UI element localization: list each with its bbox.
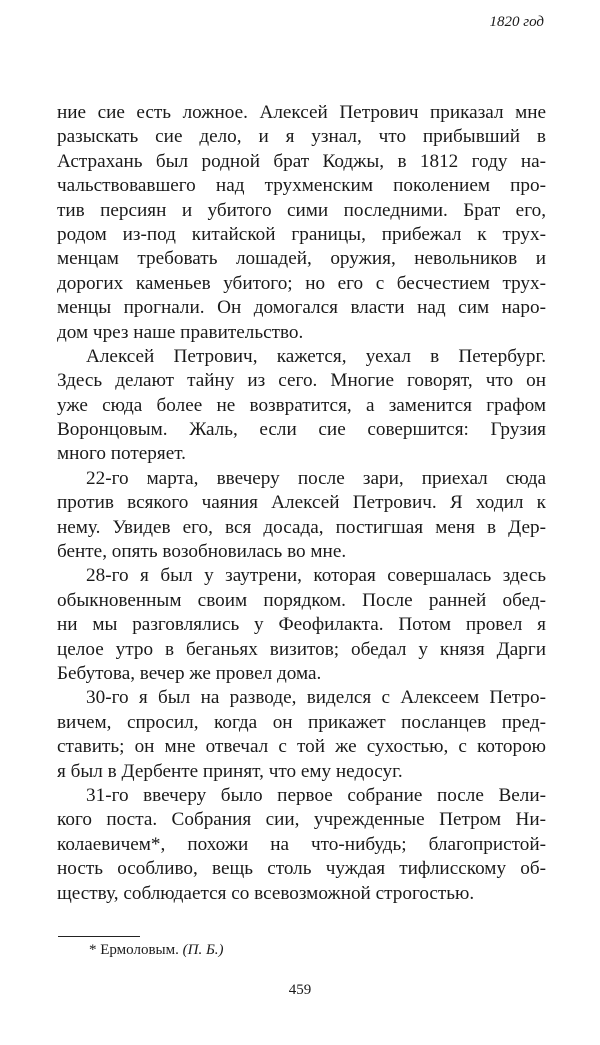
text-line: Бебутова, вечер же провел дома. [57, 662, 322, 684]
text-line: дом чрез наше правительство. [57, 321, 304, 343]
paragraph [57, 101, 546, 345]
paragraph [57, 467, 546, 565]
text-line: 28-го я был у заутрени, которая совершалась здесь [86, 565, 546, 587]
paragraph [57, 686, 546, 784]
text-line: Астрахань был родной брат Коджы, в 1812 году на- [57, 150, 546, 172]
text-line: 30-го я был на разводе, виделся с Алексеем Петро- [86, 687, 546, 709]
text-line: родом из-под китайской границы, прибежал к трух- [57, 223, 546, 245]
text-line: ставить; он мне отвечал с той же сухостью, с которою [57, 736, 546, 758]
text-line: ни мы разговлялись у Феофилакта. Потом провел я [57, 614, 546, 636]
footnote-text: * Ермоловым. [89, 942, 179, 958]
text-line: много потеряет. [57, 443, 186, 465]
text-line: против всякого чаяния Алексей Петрович. Я ходил к [57, 492, 546, 514]
text-line: ществу, соблюдается со всевозможной строгостью. [57, 882, 475, 904]
text-line: я был в Дербенте принят, что ему недосуг. [57, 760, 403, 782]
running-head: 1820 год [489, 14, 544, 30]
page-number: 459 [288, 982, 312, 998]
paragraph [57, 564, 546, 686]
text-line: 31-го ввечеру было первое собрание после Вели- [86, 784, 546, 806]
text-line: менцы прогнали. Он домогался власти над сим наро- [57, 297, 546, 319]
text-line: ние сие есть ложное. Алексей Петрович приказал мне [57, 102, 546, 123]
footnote [89, 942, 224, 959]
text-line: ность особливо, вещь столь чуждая тифлисскому об- [57, 858, 546, 880]
text-line: обыкновенным своим порядком. После ранней обед- [57, 589, 546, 611]
text-line: менцам требовать лошадей, оружия, невольников и [57, 248, 546, 270]
text-line: дорогих каменьев убитого; но его с бесчестием трух- [57, 272, 546, 294]
text-line: вичем, спросил, когда он прикажет посланцев пред- [57, 711, 546, 733]
text-line: 22-го марта, ввечеру после зари, приехал сюда [86, 467, 546, 489]
text-line: кого поста. Собрания сии, учрежденные Петром Ни- [57, 809, 546, 831]
text-line: Здесь делают тайну из сего. Многие говорят, что он [57, 370, 546, 392]
text-line: колаевичем*, похожи на что-нибудь; благопристой- [57, 833, 546, 855]
text-line: разыскать сие дело, и я узнал, что прибывший в [57, 126, 546, 148]
body-text [57, 101, 546, 906]
text-line: тив персиян и убитого сими последними. Брат его, [57, 199, 546, 221]
footnote-rule [58, 936, 140, 937]
text-line: целое утро в беганьях визитов; обедал у князя Дарги [57, 638, 546, 660]
text-line: нему. Увидев его, вся досада, постигшая меня в Дер- [57, 516, 546, 538]
paragraph [57, 784, 546, 906]
text-line: Алексей Петрович, кажется, уехал в Петербург. [86, 345, 546, 367]
paragraph [57, 345, 546, 467]
text-line: Воронцовым. Жаль, если сие совершится: Грузия [57, 419, 546, 441]
footnote-source: (П. Б.) [182, 942, 224, 958]
text-line: уже сюда более не возвратится, а заменится графом [57, 394, 546, 416]
text-line: чальствовавшего над трухменским поколением про- [57, 175, 546, 197]
text-line: бенте, опять возобновилась во мне. [57, 541, 347, 563]
